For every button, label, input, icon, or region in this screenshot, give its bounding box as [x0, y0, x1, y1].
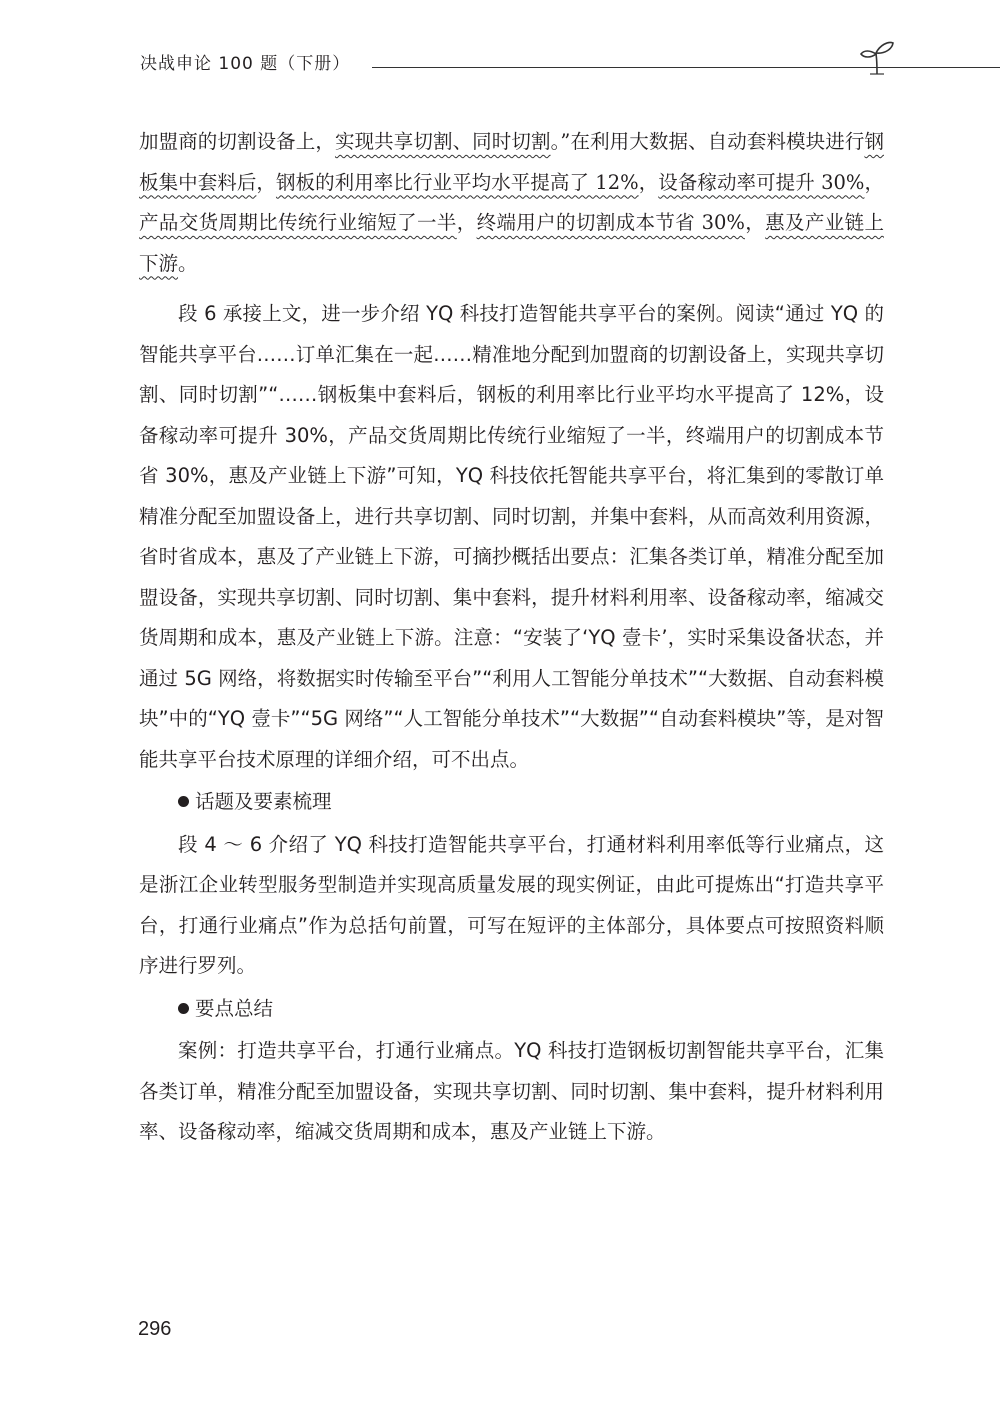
- topic-heading-text: 话题及要素梳理: [195, 790, 332, 813]
- analysis-paragraph: 段 6 承接上文，进一步介绍 YQ 科技打造智能共享平台的案例。阅读“通过 YQ 的智能共享平台……订单汇集在一起……精准地分配到加盟商的切割设备上，实现共享切割、同时切割”“……钢板集中套料后，钢板的利用率比行业平均水平提高了 12%，设备稼动率可提升 30%，产品交货周期比传统行业缩短了一半，终端用户的切割成本节省 30%，惠及产业链上下游”可知，YQ 科技依托智能共享平台，将汇集到的零散订单精准分配至加盟设备上，进行共享切割、同时切割，并集中套料，从而高效利用资源，省时省成本，惠及了产业链上下游，可摘抄概括出要点：汇集各类订单，精准分配至加盟设备，实现共享切割、同时切割、集中套料，提升材料利用率、设备稼动率，缩减交货周期和成本，惠及产业链上下游。注意：“安装了‘YQ 壹卡’，实时采集设备状态，并通过 5G 网络，将数据实时传输至平台”“利用人工智能分单技术”“大数据、自动套料模块”中的“YQ 壹卡”“5G 网络”“人工智能分单技术”“大数据”“自动套料模块”等，是对智能共享平台技术原理的详细介绍，可不出点。: [139, 302, 884, 771]
- material-text: 。”在利用大数据、自动套料模块进行: [550, 130, 865, 153]
- sprout-icon: [858, 36, 896, 76]
- bullet-icon: [178, 796, 189, 807]
- key-phrase: 钢板集中套料后: [139, 130, 884, 194]
- header-rule: [372, 67, 1000, 68]
- key-phrase: 惠及产业链上下游: [139, 211, 884, 275]
- material-text: ，: [744, 211, 766, 234]
- material-text: 加盟商的切割设备上，: [139, 130, 335, 153]
- quoted-material-paragraph: [139, 122, 884, 284]
- key-phrase: 设备稼动率可提升 30%: [658, 170, 865, 194]
- material-text: 。: [178, 251, 198, 275]
- topic-heading: [139, 782, 884, 823]
- key-phrase: 终端用户的切割成本节省 30%: [476, 211, 745, 234]
- key-phrase: 实现共享切割、同时切割: [334, 130, 551, 153]
- material-text: ，: [638, 170, 659, 194]
- key-phrase: 产品交货周期比传统行业缩短了一半: [139, 211, 457, 234]
- summary-heading-text: 要点总结: [195, 996, 274, 1020]
- topic-paragraph: 段 4 ～ 6 介绍了 YQ 科技打造智能共享平台，打通材料利用率低等行业痛点，这是浙江企业转型服务型制造并实现高质量发展的现实例证，由此可提炼出“打造共享平台，打通行业痛点”作为总括句前置，可写在短评的主体部分，具体要点可按照资料顺序进行罗列。: [139, 832, 884, 977]
- summary-paragraph: 案例：打造共享平台，打通行业痛点。YQ 科技打造钢板切割智能共享平台，汇集各类订单，精准分配至加盟设备，实现共享切割、同时切割、集中套料，提升材料利用率、设备稼动率，缩减交货周期和成本，惠及产业链上下游。: [139, 1039, 884, 1143]
- page-body: [139, 122, 884, 1153]
- summary-heading: [139, 989, 884, 1030]
- material-text: ，: [256, 170, 276, 194]
- material-text: ，: [864, 170, 884, 194]
- running-header: [140, 52, 900, 92]
- material-text: ，: [456, 211, 477, 234]
- page-number: 296: [138, 1318, 172, 1340]
- key-phrase: 钢板的利用率比行业平均水平提高了 12%: [275, 170, 639, 194]
- bullet-icon: [178, 1003, 189, 1014]
- book-title: 决战申论 100 题（下册）: [140, 54, 351, 74]
